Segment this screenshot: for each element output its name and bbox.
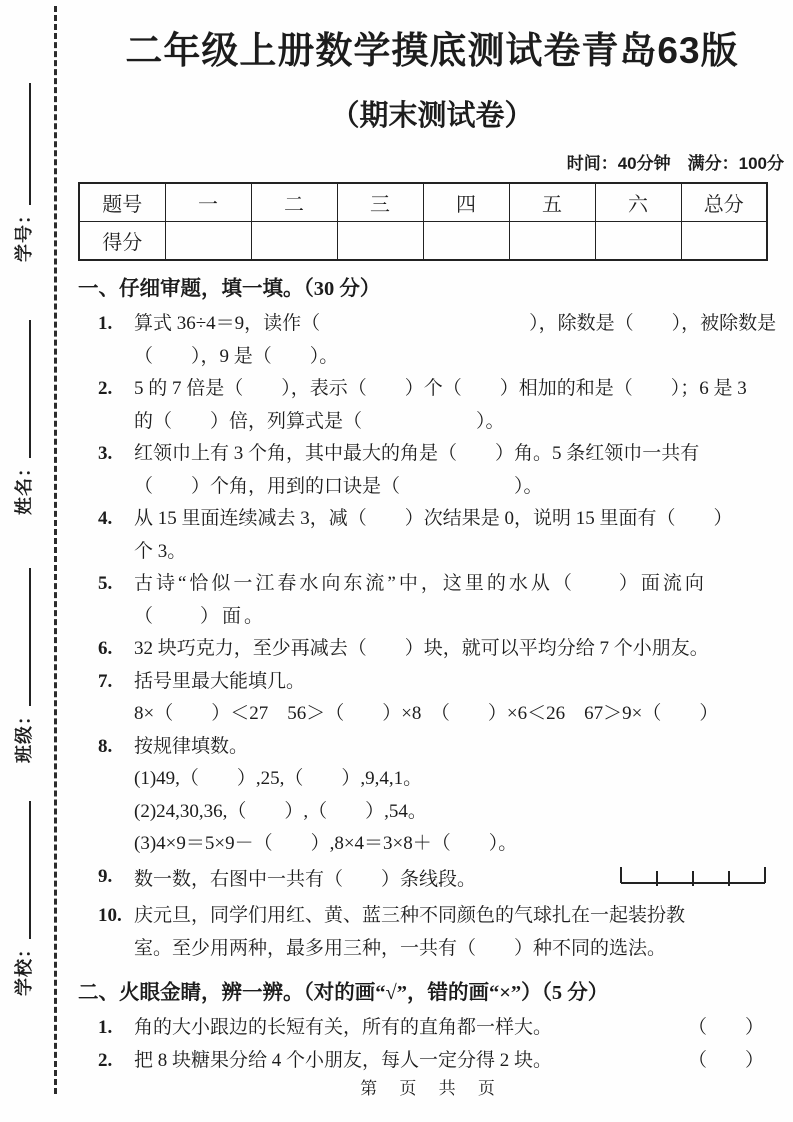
question	[78, 731, 786, 861]
score-table	[78, 182, 768, 261]
question	[78, 1045, 786, 1078]
question	[78, 861, 786, 901]
question-line: 5 的 7 倍是（ ），表示（ ）个（ ）相加的和是（ ）；6 是 3	[134, 378, 747, 400]
margin-field-school	[13, 801, 35, 996]
question-text	[134, 633, 786, 666]
question-line: 8×（ ）＜27 56＞（ ）×8 （ ）×6＜26 67＞9×（ ）	[134, 703, 719, 725]
sections	[78, 276, 786, 1077]
section-heading: 一、仔细审题，填一填。（30 分）	[78, 278, 381, 301]
question	[78, 1012, 786, 1045]
question	[78, 373, 786, 438]
figure-holder	[618, 861, 768, 901]
question-text	[134, 666, 786, 731]
line-segment-figure	[618, 861, 768, 889]
section-1	[78, 276, 786, 965]
question	[78, 438, 786, 503]
question-text	[134, 731, 786, 861]
question-number: 10.	[98, 905, 122, 927]
score-row-empty-cell	[681, 222, 767, 261]
score-table-score-row	[79, 222, 767, 261]
class-blank	[15, 568, 31, 706]
score-table-body	[79, 183, 767, 260]
margin-field-student-number	[13, 83, 35, 262]
name-blank	[15, 320, 31, 458]
score-table-column-cell: 二	[251, 183, 337, 222]
question-line: (2)24,30,36,（ ）,（ ）,54。	[134, 800, 427, 822]
question-text	[134, 503, 786, 568]
margin-field-name	[13, 320, 35, 515]
score-table-column-cell: 五	[509, 183, 595, 222]
question	[78, 666, 786, 731]
student-number-blank	[15, 83, 31, 205]
answer-blank: （ ）	[687, 1049, 764, 1071]
question-text	[134, 900, 786, 965]
score-table-header-row	[79, 183, 767, 222]
question-line: （ ）面。	[134, 605, 267, 627]
content-area	[78, 0, 786, 1098]
score-row-empty-cell	[595, 222, 681, 261]
question-line: （ ）个角，用到的口诀是（ ）。	[134, 475, 543, 497]
binding-dashed-line	[54, 6, 57, 1094]
question-line: 庆元旦，同学们用红、黄、蓝三种不同颜色的气球扎在一起装扮教	[134, 905, 686, 927]
section-heading: 二、火眼金睛，辨一辨。（对的画“√”，错的画“×”）（5 分）	[78, 982, 609, 1005]
question-line: 按规律填数。	[134, 735, 249, 757]
question	[78, 568, 786, 633]
page-subtitle: （期末测试卷）	[330, 100, 534, 133]
score-row-label-cell: 得分	[79, 222, 165, 261]
question-number: 2.	[98, 378, 113, 400]
time-and-score-meta: 时间：40分钟 满分：100分	[566, 154, 784, 174]
question-number: 4.	[98, 508, 113, 530]
question	[78, 308, 786, 373]
score-table-column-cell: 四	[423, 183, 509, 222]
question-line: 室。至少用两种，最多用三种，一共有（ ）种不同的选法。	[134, 937, 667, 959]
question-text	[134, 1012, 786, 1045]
section-2	[78, 980, 786, 1077]
question-line	[134, 861, 786, 901]
question	[78, 503, 786, 568]
score-table-corner-cell: 题号	[79, 183, 165, 222]
question-line-text: 把 8 块糖果分给 4 个小朋友，每人一定分得 2 块。	[134, 1049, 553, 1071]
question-line: （ ），9 是（ ）。	[134, 345, 339, 367]
question-number: 2.	[98, 1049, 113, 1071]
score-table-column-cell: 总分	[681, 183, 767, 222]
class-label: 班级：	[14, 706, 34, 763]
question-number: 9.	[98, 865, 113, 887]
answer-blank: （ ）	[687, 1017, 764, 1039]
question-text	[134, 861, 786, 901]
question-line: (1)49,（ ）,25,（ ）,9,4,1。	[134, 768, 423, 790]
question-text	[134, 1045, 786, 1078]
question-line: 32 块巧克力，至少再减去（ ）块，就可以平均分给 7 个小朋友。	[134, 638, 709, 660]
question-number: 1.	[98, 313, 113, 335]
question-line-text: 数一数，右图中一共有（ ）条线段。	[134, 869, 477, 891]
margin-field-class	[13, 568, 35, 763]
question-line	[134, 1012, 786, 1045]
question-text	[134, 568, 786, 633]
question-line: (3)4×9＝5×9－（ ）,8×4＝3×8＋（ ）。	[134, 833, 518, 855]
name-label: 姓名：	[14, 458, 34, 515]
score-table-column-cell: 一	[165, 183, 251, 222]
page-footer: 第 页 共 页	[360, 1079, 504, 1098]
question-number: 6.	[98, 638, 113, 660]
question-line: 括号里最大能填几。	[134, 670, 306, 692]
question-text	[134, 308, 786, 373]
score-table-column-cell: 三	[337, 183, 423, 222]
question-line: 算式 36÷4＝9，读作（ ），除数是（ ），被除数是	[134, 313, 777, 335]
question-line: 古诗“恰似一江春水向东流”中，这里的水从（ ）面流向	[134, 573, 707, 595]
question-number: 3.	[98, 443, 113, 465]
question-line: 的（ ）倍，列算式是（ ）。	[134, 410, 505, 432]
question-number: 7.	[98, 670, 113, 692]
score-row-empty-cell	[337, 222, 423, 261]
question	[78, 633, 786, 666]
question-number: 8.	[98, 735, 113, 757]
question-line: 红领巾上有 3 个角，其中最大的角是（ ）角。5 条红领巾一共有	[134, 443, 700, 465]
question-line	[134, 1045, 786, 1078]
question-number: 1.	[98, 1017, 113, 1039]
question-line: 从 15 里面连续减去 3，减（ ）次结果是 0，说明 15 里面有（ ）	[134, 508, 733, 530]
score-row-empty-cell	[251, 222, 337, 261]
question	[78, 900, 786, 965]
score-row-empty-cell	[165, 222, 251, 261]
student-number-label: 学号：	[14, 205, 34, 262]
school-blank	[15, 801, 31, 939]
school-label: 学校：	[14, 939, 34, 996]
score-row-empty-cell	[509, 222, 595, 261]
question-line-text: 角的大小跟边的长短有关，所有的直角都一样大。	[134, 1017, 553, 1039]
question-text	[134, 373, 786, 438]
page-title: 二年级上册数学摸底测试卷青岛63版	[125, 30, 739, 71]
question-number: 5.	[98, 573, 113, 595]
question-text	[134, 438, 786, 503]
score-table-column-cell: 六	[595, 183, 681, 222]
score-row-empty-cell	[423, 222, 509, 261]
question-line: 个 3。	[134, 540, 187, 562]
